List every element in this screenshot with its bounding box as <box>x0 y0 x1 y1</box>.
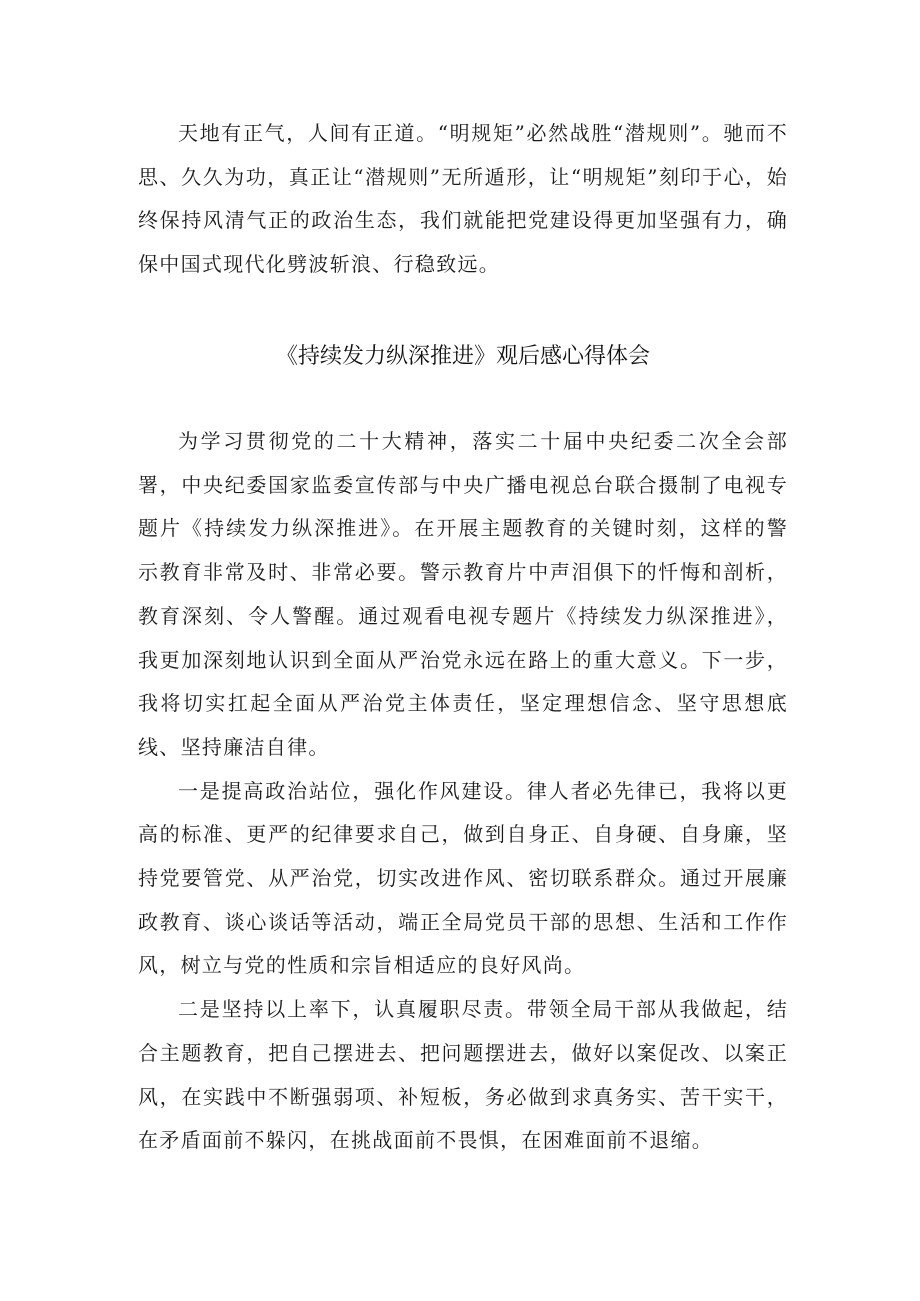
document-title: 《持续发力纵深推进》观后感心得体会 <box>275 344 650 369</box>
intro-section <box>138 112 788 287</box>
body-paragraph-1: 为学习贯彻党的二十大精神，落实二十届中央纪委二次全会部署，中央纪委国家监委宣传部与中央广播电视总台联合摄制了电视专题片《持续发力纵深推进》。在开展主题教育的关键时刻，这样的警示教育非常及时、非常必要。警示教育片中声泪俱下的忏悔和剖析，教育深刻、令人警醒。通过观看电视专题片《持续发力纵深推进》，我更加深刻地认识到全面从严治党永远在路上的重大意义。下一步，我将切实扛起全面从严治党主体责任，坚定理想信念、坚守思想底线、坚持廉洁自律。 <box>138 429 788 759</box>
body-paragraph-3: 二是坚持以上率下，认真履职尽责。带领全局干部从我做起，结合主题教育，把自己摆进去、把问题摆进去，做好以案促改、以案正风，在实践中不断强弱项、补短板，务必做到求真务实、苦干实干，在矛盾面前不躲闪，在挑战面前不畏惧，在困难面前不退缩。 <box>138 997 788 1153</box>
intro-paragraph: 天地有正气，人间有正道。“明规矩”必然战胜“潜规则”。驰而不思、久久为功，真正让“潜规则”无所遁形，让“明规矩”刻印于心，始终保持风清气正的政治生态，我们就能把党建设得更加坚强有力，确保中国式现代化劈波斩浪、行稳致远。 <box>138 121 788 277</box>
body-paragraph-2: 一是提高政治站位，强化作风建设。律人者必先律已，我将以更高的标准、更严的纪律要求自己，做到自身正、自身硬、自身廉，坚持党要管党、从严治党，切实改进作风、密切联系群众。通过开展廉政教育、谈心谈话等活动，端正全局党员干部的思想、生活和工作作风，树立与党的性质和宗旨相适应的良好风尚。 <box>138 778 788 978</box>
body-section <box>138 420 788 1163</box>
